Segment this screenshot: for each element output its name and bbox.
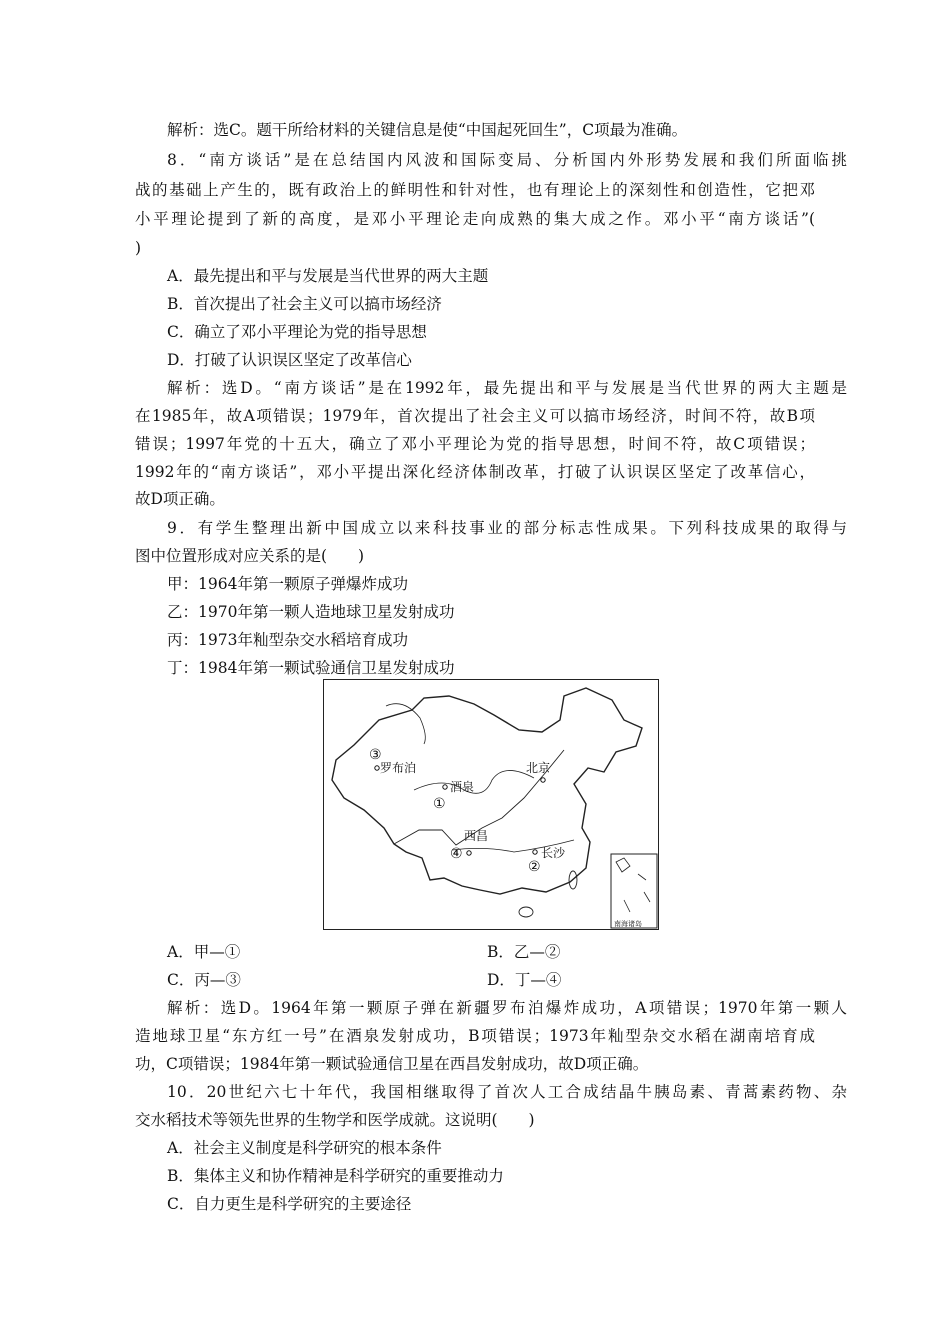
q9-option-c: C．丙—③ <box>167 971 241 989</box>
marker-4: ④ <box>450 846 463 862</box>
q9-option-d: D．丁—④ <box>487 971 562 989</box>
q7-analysis: 解析：选C。题干所给材料的关键信息是使“中国起死回生”，C项最为准确。 <box>167 121 688 139</box>
river <box>386 704 425 744</box>
q9-analysis-line3: 功，C项错误；1984年第一颗试验通信卫星在西昌发射成功，故D项正确。 <box>135 1055 649 1073</box>
q10-option-c: C．自力更生是科学研究的主要途径 <box>167 1195 412 1213</box>
marker-2: ② <box>528 859 541 875</box>
q8-option-b: B．首次提出了社会主义可以搞市场经济 <box>167 295 442 313</box>
marker-3: ③ <box>369 747 382 763</box>
beijing-point <box>541 778 545 782</box>
label-south-china-sea-islands: 南海诸岛 <box>614 920 642 928</box>
hainan-island <box>519 907 533 917</box>
q10-stem-line2: 交水稻技术等领先世界的生物学和医学成就。这说明( ) <box>135 1111 535 1129</box>
label-jiuquan: 酒泉 <box>450 780 475 794</box>
q9-option-b: B．乙—② <box>487 943 561 961</box>
label-changsha: 长沙 <box>541 846 566 860</box>
china-map-figure <box>323 679 659 930</box>
q9-item-ding: 丁：1984年第一颗试验通信卫星发射成功 <box>167 659 455 677</box>
q8-option-a: A．最先提出和平与发展是当代世界的两大主题 <box>167 267 489 285</box>
xichang-point <box>467 851 471 855</box>
q8-analysis-line5: 故D项正确。 <box>135 490 225 508</box>
q9-stem-line1: 9．有学生整理出新中国成立以来科技事业的部分标志性成果。下列科技成果的取得与 <box>167 519 847 537</box>
q9-item-yi: 乙：1970年第一颗人造地球卫星发射成功 <box>167 603 455 621</box>
q9-option-a: A．甲—① <box>167 943 241 961</box>
q10-option-b: B．集体主义和协作精神是科学研究的重要推动力 <box>167 1167 504 1185</box>
q8-stem-line3: 小平理论提到了新的高度，是邓小平理论走向成熟的集大成之作。邓小平“南方谈话”( <box>135 210 815 228</box>
q8-stem-line2: 战的基础上产生的，既有政治上的鲜明性和针对性，也有理论上的深刻性和创造性，它把邓 <box>135 181 815 199</box>
label-xichang: 西昌 <box>464 829 489 843</box>
jiuquan-point <box>443 785 447 789</box>
q9-stem-line2: 图中位置形成对应关系的是( ) <box>135 547 365 565</box>
q9-item-bing: 丙：1973年籼型杂交水稻培育成功 <box>167 631 408 649</box>
q8-analysis-line3: 错误；1997年党的十五大，确立了邓小平理论为党的指导思想，时间不符，故C项错误； <box>135 435 815 453</box>
label-beijing: 北京 <box>526 761 551 775</box>
q8-stem-line4: ) <box>135 239 142 257</box>
q10-option-a: A．社会主义制度是科学研究的根本条件 <box>167 1139 442 1157</box>
q8-analysis-line2: 在1985年，故A项错误；1979年，首次提出了社会主义可以搞市场经济，时间不符，故B项 <box>135 407 815 425</box>
label-lop-nur: 罗布泊 <box>380 761 417 775</box>
q8-analysis-line4: 1992年的“南方谈话”，邓小平提出深化经济体制改革，打破了认识误区坚定了改革信心， <box>135 463 815 481</box>
q8-option-d: D．打破了认识误区坚定了改革信心 <box>167 351 412 369</box>
q9-item-jia: 甲：1964年第一颗原子弹爆炸成功 <box>167 575 408 593</box>
q8-option-c: C．确立了邓小平理论为党的指导思想 <box>167 323 427 341</box>
china-outline <box>332 688 642 894</box>
marker-1: ① <box>433 796 446 812</box>
changsha-point <box>533 850 537 854</box>
china-map <box>324 680 658 929</box>
q8-stem-line1: 8．“南方谈话”是在总结国内风波和国际变局、分析国内外形势发展和我们所面临挑 <box>167 151 847 169</box>
lop-nur-point <box>375 766 379 770</box>
q8-analysis-line1: 解析：选D。“南方谈话”是在1992年，最先提出和平与发展是当代世界的两大主题是 <box>167 379 847 397</box>
q9-analysis-line2: 造地球卫星“东方红一号”在酒泉发射成功，B项错误；1973年籼型杂交水稻在湖南培育成 <box>135 1027 815 1045</box>
q10-stem-line1: 10．20世纪六七十年代，我国相继取得了首次人工合成结晶牛胰岛素、青蒿素药物、杂 <box>167 1083 847 1101</box>
q9-analysis-line1: 解析：选D。1964年第一颗原子弹在新疆罗布泊爆炸成功，A项错误；1970年第一颗人 <box>167 999 847 1017</box>
